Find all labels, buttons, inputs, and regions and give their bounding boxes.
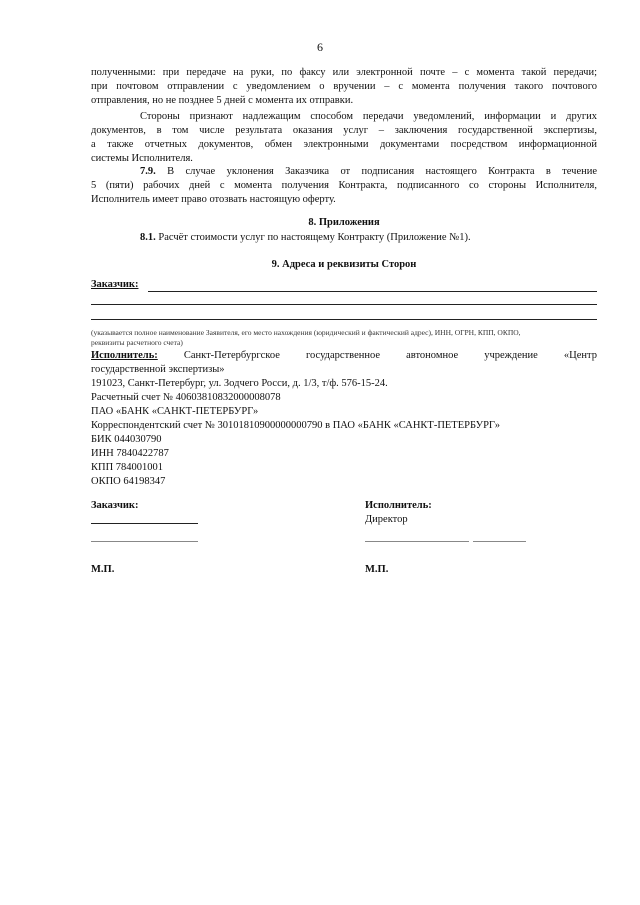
clause-number: 7.9. <box>140 166 156 177</box>
text-line: В случае уклонения Заказчика от подписания настоящего Контракта в течение <box>167 166 597 177</box>
executor-block <box>91 349 597 489</box>
executor-name-word: «Центр <box>563 350 597 361</box>
text-line: документов, в том числе результата оказания услуг – заключения государственной экспертизы, <box>91 125 597 136</box>
text-line: системы Исполнителя. <box>91 153 193 164</box>
executor-corr-account: Корреспондентский счет № 30101810900000000790 в ПАО «БАНК «САНКТ-ПЕТЕРБУРГ» <box>91 420 500 431</box>
executor-bank: ПАО «БАНК «САНКТ-ПЕТЕРБУРГ» <box>91 406 259 417</box>
executor-label: Исполнитель: <box>91 350 158 361</box>
sign-executor-position: Директор <box>365 514 408 525</box>
clause-7-9 <box>91 165 597 207</box>
sign-customer-line <box>91 541 198 542</box>
paragraph-continued <box>91 66 597 108</box>
customer-line <box>148 291 597 292</box>
executor-bik: БИК 044030790 <box>91 434 162 445</box>
hint-line: реквизиты расчетного счета) <box>91 338 183 347</box>
text-line: Стороны признают надлежащим способом передачи уведомлений, информации и других <box>140 111 597 122</box>
text-line: Исполнитель имеет право отозвать настоящую оферту. <box>91 194 336 205</box>
executor-name-line: государственной экспертизы» <box>91 364 225 375</box>
sign-customer-label: Заказчик: <box>91 500 139 511</box>
executor-inn: ИНН 7840422787 <box>91 448 169 459</box>
stamp-left: М.П. <box>91 564 115 575</box>
executor-name-word: Санкт-Петербургское <box>183 350 280 361</box>
section-8-title: 8. Приложения <box>308 217 380 228</box>
executor-kpp: КПП 784001001 <box>91 462 164 473</box>
paragraph-recognize <box>91 110 597 166</box>
text-line: полученными: при передаче на руки, по факсу или электронной почте – с момента такой передачи; <box>91 67 597 78</box>
text-line: отправления, но не позднее 5 дней с момента их отправки. <box>91 95 354 106</box>
item-number: 8.1. <box>140 232 156 243</box>
item-text: Расчёт стоимости услуг по настоящему Контракту (Приложение №1). <box>158 232 471 243</box>
executor-okpo: ОКПО 64198347 <box>91 476 166 487</box>
executor-name-word: государственное <box>306 350 381 361</box>
text-line: при почтовом отправлении с уведомлением о вручении – с момента получения такого почтового <box>91 81 597 92</box>
customer-line <box>91 304 597 305</box>
hint-line: (указывается полное наименование Заявителя, его место нахождения (юридический и фактический адрес), ИНН, ОГРН, КПП, ОКПО, <box>91 328 521 337</box>
text-line: а также отчетных документов, обмен электронными документами посредством информационной <box>91 139 597 150</box>
executor-name-word: автономное <box>406 350 459 361</box>
stamp-right: М.П. <box>365 564 389 575</box>
sign-executor-name-line <box>473 541 526 542</box>
customer-label: Заказчик: <box>91 279 139 290</box>
executor-account: Расчетный счет № 40603810832000008078 <box>91 392 281 403</box>
section-8-item <box>140 231 471 245</box>
customer-line <box>91 319 597 320</box>
executor-address: 191023, Санкт-Петербург, ул. Зодчего Росси, д. 1/3, т/ф. 576-15-24. <box>91 378 388 389</box>
sign-executor-label: Исполнитель: <box>365 500 432 511</box>
text-line: 5 (пяти) рабочих дней с момента получения Контракта, подписанного со стороны Исполнителя, <box>91 180 597 191</box>
section-9-title: 9. Адреса и реквизиты Сторон <box>271 259 417 270</box>
customer-hint <box>91 328 601 348</box>
sign-executor-line <box>365 541 469 542</box>
sign-customer-line <box>91 523 198 524</box>
executor-name-word: учреждение <box>484 350 538 361</box>
page-number: 6 <box>317 40 323 54</box>
